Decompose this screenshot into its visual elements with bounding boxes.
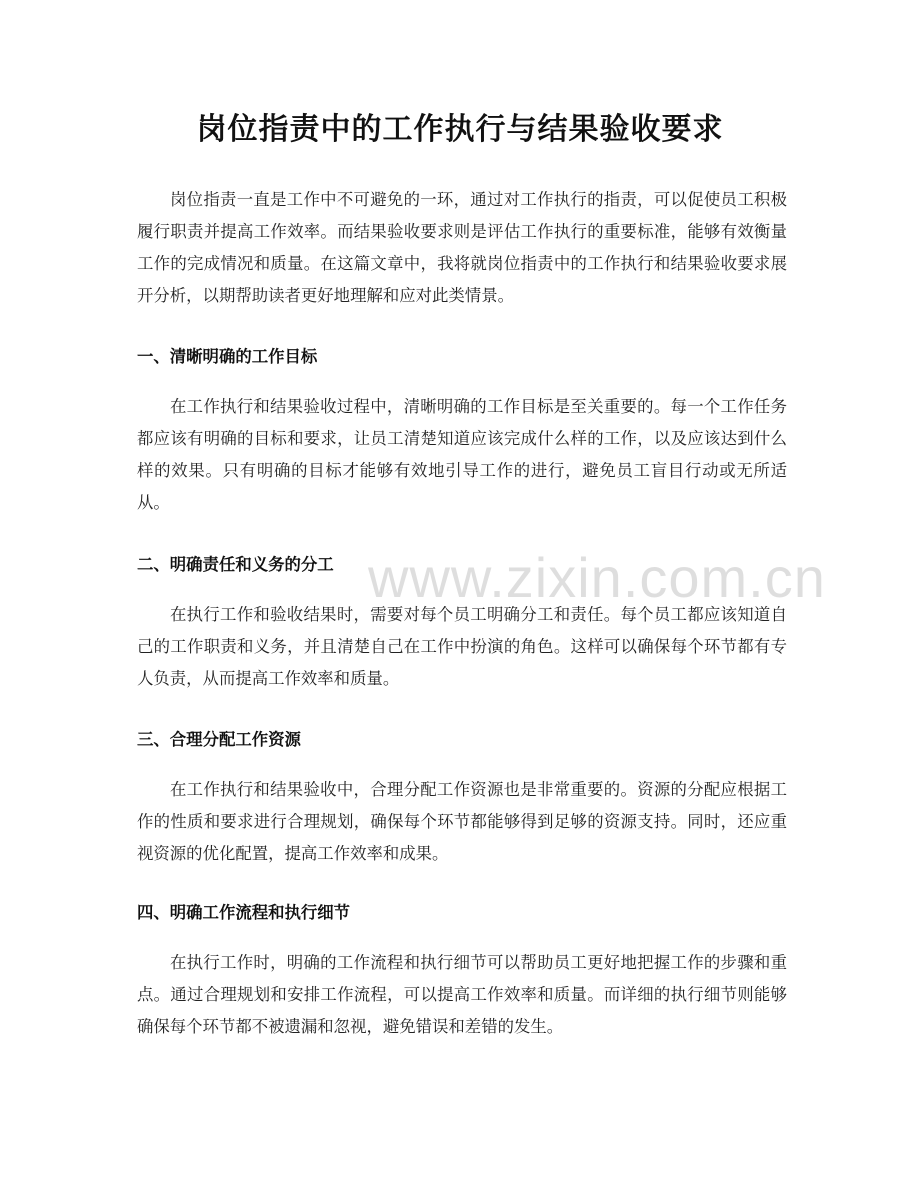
section-body-4: 在执行工作时，明确的工作流程和执行细节可以帮助员工更好地把握工作的步骤和重点。通过合理规划和安排工作流程，可以提高工作效率和质量。而详细的执行细节则能够确保每个环节都不被遗漏和忽视，避免错误和差错的发生。 — [137, 953, 787, 1036]
section-heading-4: 四、明确工作流程和执行细节 — [137, 903, 351, 922]
section-heading-2: 二、明确责任和义务的分工 — [137, 555, 334, 574]
section-heading-1: 一、清晰明确的工作目标 — [137, 347, 318, 366]
document-title: 岗位指责中的工作执行与结果验收要求 — [196, 112, 724, 147]
intro-paragraph: 岗位指责一直是工作中不可避免的一环，通过对工作执行的指责，可以促使员工积极履行职责并提高工作效率。而结果验收要求则是评估工作执行的重要标准，能够有效衡量工作的完成情况和质量。在这篇文章中，我将就岗位指责中的工作执行和结果验收要求展开分析，以期帮助读者更好地理解和应对此类情景。 — [137, 190, 787, 305]
section-heading-3: 三、合理分配工作资源 — [137, 730, 301, 749]
watermark-text: www.zixin.com.cn — [368, 546, 826, 609]
section-body-2: 在执行工作和验收结果时，需要对每个员工明确分工和责任。每个员工都应该知道自己的工作职责和义务，并且清楚自己在工作中扮演的角色。这样可以确保每个环节都有专人负责，从而提高工作效率和质量。 — [137, 605, 787, 688]
section-body-3: 在工作执行和结果验收中，合理分配工作资源也是非常重要的。资源的分配应根据工作的性质和要求进行合理规划，确保每个环节都能够得到足够的资源支持。同时，还应重视资源的优化配置，提高工作效率和成果。 — [137, 780, 787, 863]
section-body-1: 在工作执行和结果验收过程中，清晰明确的工作目标是至关重要的。每一个工作任务都应该有明确的目标和要求，让员工清楚知道应该完成什么样的工作，以及应该达到什么样的效果。只有明确的目标才能够有效地引导工作的进行，避免员工盲目行动或无所适从。 — [137, 397, 787, 512]
